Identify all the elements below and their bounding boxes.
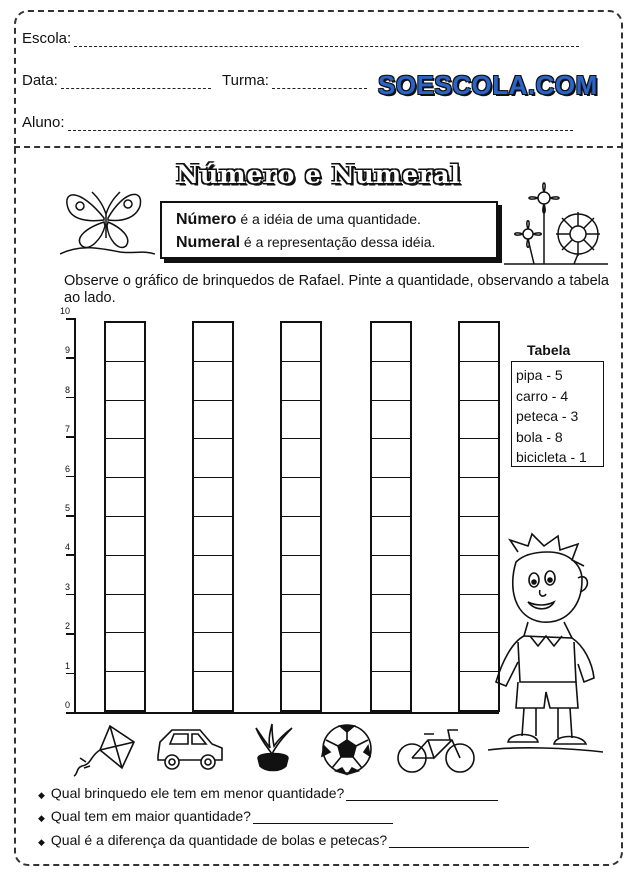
answer-2-line[interactable]: [253, 811, 393, 824]
data-label: Data:: [22, 72, 58, 89]
bullet-icon: ◆: [38, 813, 45, 823]
answer-3-line[interactable]: [389, 835, 529, 848]
answer-1-line[interactable]: [346, 788, 498, 801]
shuttlecock-icon: [250, 722, 296, 774]
y-tick: [66, 594, 76, 596]
numero-definition: [176, 208, 496, 231]
question-3: [38, 832, 529, 848]
y-tick-label: 9: [64, 345, 70, 356]
kite-icon: [72, 722, 142, 778]
y-tick-label: 0: [64, 700, 70, 710]
instruction-text: Observe o gráfico de brinquedos de Rafael. Pinte a quantidade, observando a tabela ao lado.: [64, 273, 609, 306]
site-logo: SOESCOLA.COM: [378, 70, 598, 100]
y-tick: [66, 357, 76, 359]
y-tick: [66, 515, 76, 517]
y-tick-label: 1: [64, 660, 70, 671]
definition-box: [160, 201, 498, 259]
question-1: [38, 785, 498, 801]
escola-field: [22, 30, 579, 47]
ball-icon: [320, 722, 374, 776]
turma-field: [222, 72, 367, 89]
chart-column-shuttlecock[interactable]: [280, 321, 322, 712]
page-title: Número e Numeral: [176, 160, 461, 189]
escola-input-line[interactable]: [74, 36, 579, 47]
y-tick: [66, 712, 76, 714]
numero-term: Número: [176, 211, 237, 228]
y-tick-label: 8: [64, 384, 70, 395]
question-1-text: Qual brinquedo ele tem em menor quantidade?: [50, 785, 345, 801]
y-tick-label: 2: [64, 621, 70, 632]
chart-column-kite[interactable]: [104, 321, 146, 712]
y-tick: [66, 554, 76, 556]
chart-column-ball[interactable]: [370, 321, 412, 712]
escola-label: Escola:: [22, 30, 72, 47]
aluno-input-line[interactable]: [68, 120, 573, 131]
bullet-icon: ◆: [38, 837, 45, 847]
chart-column-car[interactable]: [192, 321, 234, 712]
x-axis: [74, 712, 499, 714]
butterfly-icon: [60, 178, 155, 258]
question-2: [38, 808, 393, 824]
data-field: [22, 72, 211, 89]
question-2-text: Qual tem em maior quantidade?: [50, 808, 251, 824]
aluno-field: [22, 114, 573, 131]
data-input-line[interactable]: [61, 78, 211, 89]
bullet-icon: ◆: [38, 790, 45, 800]
tabela-row-bola: bola - 8: [516, 428, 563, 445]
y-tick: [66, 436, 76, 438]
aluno-label: Aluno:: [22, 114, 65, 131]
boy-illustration-icon: [488, 532, 603, 758]
y-tick: [66, 318, 76, 320]
y-tick: [66, 397, 76, 399]
bicycle-icon: [396, 726, 478, 776]
turma-label: Turma:: [222, 72, 269, 89]
y-tick: [66, 476, 76, 478]
tabela-row-pipa: pipa - 5: [516, 367, 563, 383]
y-tick-label: 7: [64, 424, 70, 435]
tabela-title: Tabela: [527, 342, 571, 358]
y-tick-label: 6: [64, 463, 70, 474]
car-icon: [154, 724, 226, 774]
tabela-row-bicicleta: bicicleta - 1: [516, 449, 587, 465]
tabela-row-peteca: peteca - 3: [516, 408, 579, 424]
numeral-text: é a representação dessa idéia.: [240, 234, 436, 250]
numeral-term: Numeral: [176, 234, 241, 251]
tabela-row-carro: carro - 4: [516, 387, 569, 404]
numero-text: é a idéia de uma quantidade.: [236, 211, 421, 227]
y-tick: [66, 673, 76, 675]
y-tick-label: 4: [64, 542, 70, 553]
header-separator: [14, 146, 623, 148]
question-3-text: Qual é a diferença da quantidade de bolas e petecas?: [50, 832, 388, 848]
y-tick-label: 5: [64, 503, 70, 513]
turma-input-line[interactable]: [272, 78, 367, 89]
y-tick-label: 10: [59, 306, 70, 316]
flowers-icon: [504, 178, 608, 268]
tabela-box: [511, 361, 604, 467]
numeral-definition: [176, 231, 496, 254]
y-tick-label: 3: [64, 581, 70, 592]
y-tick: [66, 633, 76, 635]
